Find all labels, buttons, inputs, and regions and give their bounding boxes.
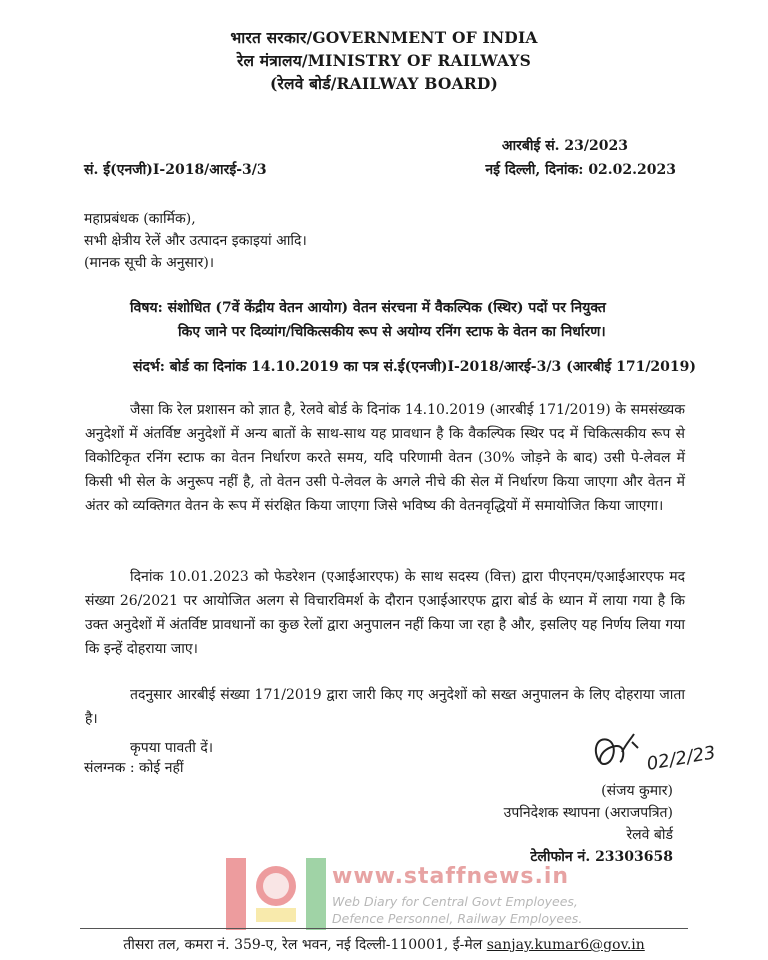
header-ministry: रेल मंत्रालय/MINISTRY OF RAILWAYS <box>236 51 532 70</box>
watermark-tagline-1: Web Diary for Central Govt Employees, <box>332 894 578 909</box>
file-number: सं. ई(एनजी)I-2018/आरई-3/3 <box>84 162 267 178</box>
subject <box>130 296 690 344</box>
watermark-site: www.staffnews.in <box>332 864 570 889</box>
watermark-logo-icon <box>226 858 326 930</box>
signatory-name: (संजय कुमार) <box>601 783 673 799</box>
footer-address: तीसरा तल, कमरा नं. 359-ए, रेल भवन, नई दिल्ली-110001, ई-मेल <box>123 937 483 953</box>
paragraph-2: दिनांक 10.01.2023 को फेडरेशन (एआईआरएफ) के साथ सदस्य (वित्त) द्वारा पीएनएम/एआईआरएफ मद संख्या 26/2021 पर आयोजित अलग से विचारविमर्श के दौरान एआईआरएफ द्वारा बोर्ड के ध्यान में लाया गया है कि उक्त अनुदेशों में अंतर्विष्ट प्रावधानों का कुछ रेलों द्वारा अनुपालन नहीं किया जा रहा है और, इसलिए यह निर्णय लिया गया कि इन्हें दोहराया जाए। <box>85 569 685 657</box>
paragraph-1: जैसा कि रेल प्रशासन को ज्ञात है, रेलवे बोर्ड के दिनांक 14.10.2019 (आरबीई 171/2019) के समसंख्यक अनुदेशों में अंतर्विष्ट अनुदेशों में अन्य बातों के साथ-साथ यह प्रावधान है कि वैकल्पिक स्थिर पद में चिकित्सकीय रूप से विकोटिकृत रनिंग स्टाफ का वेतन निर्धारण करते समय, यदि परिणामी वेतन (30% जोड़ने के बाद) उसी पे-लेवल में किसी भी सेल के अनुरूप नहीं है, तो वेतन उसी पे-लेवल के अगले नीचे की सेल में निर्धारण किया जाएगा और वेतन में अंतर को व्यक्तिगत वेतन के रूप में संरक्षित किया जाएगा जिसे भविष्य की वेतनवृद्धियों में समायोजित किया जाएगा। <box>85 402 685 514</box>
footer-divider <box>80 928 688 929</box>
footer-email-link[interactable]: sanjay.kumar6@gov.in <box>486 937 645 953</box>
signature-mark <box>586 722 726 782</box>
signatory-phone: टेलीफोन नं. 23303658 <box>530 849 673 865</box>
paragraph-3: तदनुसार आरबीई संख्या 171/2019 द्वारा जारी किए गए अनुदेशों को सख्त अनुपालन के लिए दोहराया जाता है। <box>85 687 685 727</box>
subject-line-2: किए जाने पर दिव्यांग/चिकित्सकीय रूप से अयोग्य रनिंग स्टाफ के वेतन का निर्धारण। <box>178 324 606 340</box>
addressee-line: (मानक सूची के अनुसार)। <box>84 255 215 271</box>
footer <box>0 935 768 954</box>
enclosure-line: संलग्नक : कोई नहीं <box>84 760 184 776</box>
subject-line-1: विषय: संशोधित (7वें केंद्रीय वेतन आयोग) वेतन संरचना में वैकल्पिक (स्थिर) पदों पर नियुक्त <box>130 300 606 316</box>
addressee-line: महाप्रबंधक (कार्मिक), <box>84 211 196 227</box>
addressee-line: सभी क्षेत्रीय रेलें और उत्पादन इकाइयां आदि। <box>84 233 307 249</box>
closing-line: कृपया पावती दें। <box>130 740 214 756</box>
signatory-designation: उपनिदेशक स्थापना (अराजपत्रित) <box>503 805 673 821</box>
signatory-block <box>504 780 673 868</box>
reference-line: संदर्भ: बोर्ड का दिनांक 14.10.2019 का पत्र सं.ई(एनजी)I-2018/आरई-3/3 (आरबीई 171/2019) <box>133 359 697 375</box>
signature-date: 02/2/23 <box>645 742 718 775</box>
addressee-block <box>84 208 307 274</box>
watermark-tagline-2: Defence Personnel, Railway Employees. <box>332 911 583 926</box>
header-board: (रेलवे बोर्ड/RAILWAY BOARD) <box>269 74 499 93</box>
place-date: नई दिल्ली, दिनांक: 02.02.2023 <box>485 162 676 178</box>
rbe-number: आरबीई सं. 23/2023 <box>501 138 628 154</box>
header-hindi-english-line1: भारत सरकार/GOVERNMENT OF INDIA <box>230 28 538 47</box>
signatory-office: रेलवे बोर्ड <box>626 827 673 843</box>
